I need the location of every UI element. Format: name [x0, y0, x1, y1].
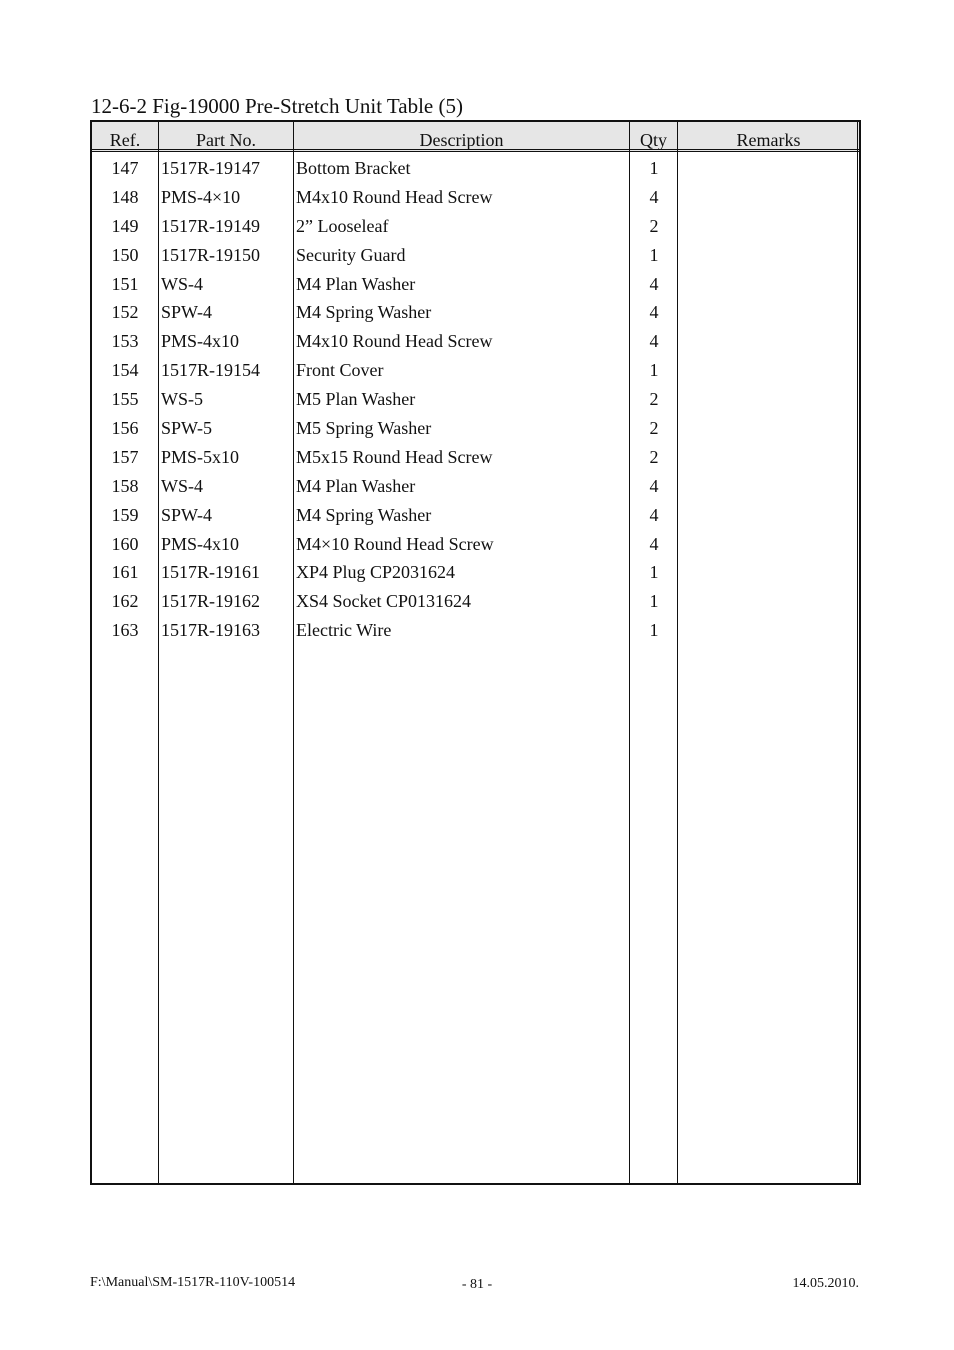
footer-page-number: - 81 -	[461, 1277, 493, 1292]
description-cell: Security Guard	[296, 244, 406, 265]
qty-cell: 1	[649, 360, 659, 381]
column-header-part-no: Part No.	[196, 130, 256, 149]
qty-cell: 4	[649, 331, 659, 352]
table-header	[92, 122, 859, 152]
table-row	[92, 154, 859, 183]
table-row	[92, 241, 859, 270]
table-row	[92, 558, 859, 587]
table-row	[92, 385, 859, 414]
qty-cell: 4	[649, 186, 659, 207]
description-cell: M4 Plan Washer	[296, 475, 416, 496]
description-cell: M4 Plan Washer	[296, 273, 416, 294]
table-row	[92, 298, 859, 327]
qty-cell: 2	[649, 215, 659, 236]
description-cell: Electric Wire	[296, 620, 392, 641]
qty-cell: 4	[649, 475, 659, 496]
ref-cell: 161	[111, 562, 139, 583]
description-cell: 2” Looseleaf	[296, 215, 389, 236]
ref-cell: 155	[111, 389, 139, 410]
ref-cell: 154	[111, 360, 139, 381]
description-cell: M4 Spring Washer	[296, 504, 432, 525]
ref-cell: 151	[111, 273, 139, 294]
description-cell: M5 Plan Washer	[296, 389, 416, 410]
ref-cell: 163	[111, 620, 139, 641]
description-cell: M4x10 Round Head Screw	[296, 331, 493, 352]
table-body	[92, 154, 859, 645]
ref-cell: 160	[111, 533, 139, 554]
part-no-cell: PMS-4x10	[161, 331, 240, 352]
part-no-cell: SPW-5	[161, 418, 213, 439]
description-cell: XS4 Socket CP0131624	[296, 591, 472, 612]
table-row	[92, 414, 859, 443]
part-no-cell: 1517R-19147	[161, 158, 260, 178]
part-no-cell: PMS-4x10	[161, 533, 240, 554]
footer-file-path: F:\Manual\SM-1517R-110V-100514	[90, 1275, 296, 1290]
column-header-qty: Qty	[640, 130, 667, 149]
description-cell: Front Cover	[296, 360, 384, 381]
description-cell: Bottom Bracket	[296, 158, 411, 178]
table-row	[92, 472, 859, 501]
qty-cell: 2	[649, 446, 659, 467]
qty-cell: 1	[649, 591, 659, 612]
part-no-cell: WS-4	[161, 273, 203, 294]
qty-cell: 4	[649, 504, 659, 525]
qty-cell: 4	[649, 273, 659, 294]
ref-cell: 162	[111, 591, 139, 612]
part-no-cell: 1517R-19163	[161, 620, 260, 641]
part-no-cell: 1517R-19154	[161, 360, 260, 381]
part-no-cell: 1517R-19150	[161, 244, 260, 265]
ref-cell: 152	[111, 302, 139, 323]
table-row	[92, 327, 859, 356]
description-cell: XP4 Plug CP2031624	[296, 562, 456, 583]
qty-cell: 4	[649, 302, 659, 323]
qty-cell: 1	[649, 620, 659, 641]
table-row	[92, 616, 859, 645]
ref-cell: 147	[111, 158, 139, 178]
table-row	[92, 587, 859, 616]
description-cell: M4x10 Round Head Screw	[296, 186, 493, 207]
qty-cell: 1	[649, 562, 659, 583]
ref-cell: 148	[111, 186, 139, 207]
qty-cell: 2	[649, 418, 659, 439]
description-cell: M5 Spring Washer	[296, 418, 432, 439]
ref-cell: 156	[111, 418, 139, 439]
table-row	[92, 212, 859, 241]
qty-cell: 2	[649, 389, 659, 410]
ref-cell: 157	[111, 446, 139, 467]
part-no-cell: 1517R-19162	[161, 591, 260, 612]
part-no-cell: SPW-4	[161, 504, 213, 525]
qty-cell: 4	[649, 533, 659, 554]
page-title: 12-6-2 Fig-19000 Pre-Stretch Unit Table (5)	[91, 94, 463, 118]
column-header-ref: Ref.	[109, 130, 141, 149]
description-cell: M4 Spring Washer	[296, 302, 432, 323]
table-row	[92, 443, 859, 472]
column-header-remarks: Remarks	[736, 130, 801, 149]
table-row	[92, 183, 859, 212]
description-cell: M5x15 Round Head Screw	[296, 446, 493, 467]
parts-table	[90, 120, 861, 1185]
part-no-cell: 1517R-19149	[161, 215, 260, 236]
ref-cell: 149	[111, 215, 139, 236]
column-header-description: Description	[419, 130, 504, 149]
qty-cell: 1	[649, 244, 659, 265]
qty-cell: 1	[649, 158, 659, 178]
part-no-cell: 1517R-19161	[161, 562, 260, 583]
footer-date: 14.05.2010.	[792, 1276, 859, 1291]
ref-cell: 158	[111, 475, 139, 496]
table-row	[92, 501, 859, 530]
part-no-cell: PMS-4×10	[161, 186, 241, 207]
description-cell: M4×10 Round Head Screw	[296, 533, 494, 554]
part-no-cell: WS-5	[161, 389, 203, 410]
ref-cell: 150	[111, 244, 139, 265]
part-no-cell: SPW-4	[161, 302, 213, 323]
table-row	[92, 530, 859, 559]
table-row	[92, 270, 859, 299]
part-no-cell: WS-4	[161, 475, 203, 496]
part-no-cell: PMS-5x10	[161, 446, 240, 467]
ref-cell: 153	[111, 331, 139, 352]
ref-cell: 159	[111, 504, 139, 525]
table-row	[92, 356, 859, 385]
